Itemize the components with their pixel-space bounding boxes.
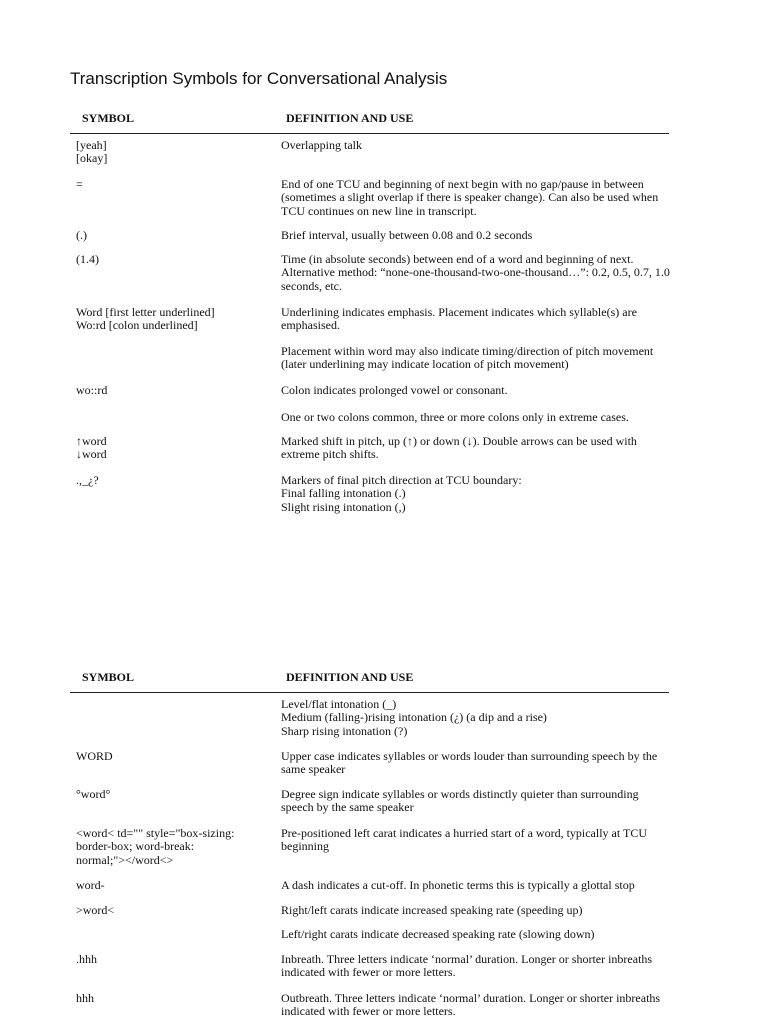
definition-text: Pre-positioned left carat indicates a hurried start of a word, typically at TCU bbox=[281, 826, 647, 840]
definition-cell bbox=[281, 306, 666, 333]
definition-cell bbox=[281, 139, 666, 152]
symbol-text: (.) bbox=[76, 228, 87, 242]
definition-cell bbox=[281, 345, 666, 372]
definition-text: indicated with fewer or more letters. bbox=[281, 1004, 456, 1019]
definition-column-header: DEFINITION AND USE bbox=[286, 111, 414, 125]
symbol-cell bbox=[76, 178, 266, 191]
symbol-column-header: SYMBOL bbox=[82, 670, 135, 684]
symbol-cell bbox=[76, 750, 266, 763]
definition-cell bbox=[281, 904, 666, 917]
definition-text: (later underlining may indicate location of pitch movement) bbox=[281, 357, 569, 372]
definition-cell bbox=[281, 827, 666, 854]
definition-text: Underlining indicates emphasis. Placement indicates which syllable(s) are bbox=[281, 305, 637, 319]
definition-text: same speaker bbox=[281, 762, 346, 777]
symbol-text: <word< td="" style="box-sizing: bbox=[76, 826, 235, 840]
definition-text: Level/flat intonation (_) bbox=[281, 697, 397, 711]
table1-header bbox=[70, 111, 669, 134]
definition-text: Medium (falling-)rising intonation (¿) (a dip and a rise) bbox=[281, 710, 547, 725]
definition-text: Marked shift in pitch, up (↑) or down (↓). Double arrows can be used with bbox=[281, 434, 637, 448]
definition-text: Colon indicates prolonged vowel or consonant. bbox=[281, 383, 508, 397]
symbol-cell bbox=[76, 904, 266, 917]
definition-text: Outbreath. Three letters indicate ‘normal’ duration. Longer or shorter inbreaths bbox=[281, 991, 661, 1005]
symbol-text: = bbox=[76, 177, 83, 191]
definition-text: Left/right carats indicate decreased speaking rate (slowing down) bbox=[281, 927, 595, 941]
definition-text: Brief interval, usually between 0.08 and 0.2 seconds bbox=[281, 228, 533, 242]
symbol-text: .hhh bbox=[76, 952, 97, 966]
definition-text: Sharp rising intonation (?) bbox=[281, 723, 408, 738]
symbol-cell bbox=[76, 788, 266, 801]
symbol-text: wo::rd bbox=[76, 383, 108, 397]
definition-cell bbox=[281, 178, 666, 218]
definition-text: Inbreath. Three letters indicate ‘normal’ duration. Longer or shorter inbreaths bbox=[281, 952, 653, 966]
symbol-cell bbox=[76, 306, 266, 333]
definition-cell bbox=[281, 928, 666, 941]
definition-cell bbox=[281, 435, 666, 462]
definition-text: seconds, etc. bbox=[281, 278, 342, 293]
document-title: Transcription Symbols for Conversational Analysis bbox=[70, 69, 448, 88]
symbol-text: Wo:rd [colon underlined] bbox=[76, 318, 198, 333]
symbol-text: (1.4) bbox=[76, 252, 99, 266]
symbol-text: Word [first letter underlined] bbox=[76, 305, 215, 319]
definition-cell bbox=[281, 879, 666, 892]
table2-header bbox=[70, 670, 669, 693]
symbol-text: ↑word bbox=[76, 434, 107, 448]
definition-text: Placement within word may also indicate timing/direction of pitch movement bbox=[281, 344, 654, 358]
definition-cell bbox=[281, 992, 666, 1019]
symbol-text: °word° bbox=[76, 787, 111, 801]
definition-text: Final falling intonation (.) bbox=[281, 486, 406, 501]
symbol-text: word- bbox=[76, 878, 105, 892]
definition-cell bbox=[281, 698, 666, 738]
definition-text: A dash indicates a cut-off. In phonetic terms this is typically a glottal stop bbox=[281, 878, 635, 892]
definition-text: Slight rising intonation (,) bbox=[281, 499, 406, 514]
symbol-cell bbox=[76, 474, 266, 487]
definition-text: extreme pitch shifts. bbox=[281, 447, 379, 462]
definition-text: emphasised. bbox=[281, 318, 340, 333]
symbol-cell bbox=[76, 229, 266, 242]
symbol-column-header: SYMBOL bbox=[82, 111, 135, 125]
definition-text: TCU continues on new line in transcript. bbox=[281, 203, 477, 218]
symbol-cell bbox=[76, 435, 266, 462]
symbol-cell bbox=[76, 253, 266, 266]
symbol-cell bbox=[76, 827, 266, 867]
symbol-text: WORD bbox=[76, 749, 113, 763]
definition-text: Upper case indicates syllables or words louder than surrounding speech by the bbox=[281, 749, 658, 763]
symbol-text: [yeah] bbox=[76, 138, 107, 152]
definition-column-header: DEFINITION AND USE bbox=[286, 670, 414, 684]
symbol-cell bbox=[76, 384, 266, 397]
symbol-cell bbox=[76, 992, 266, 1005]
symbol-text: [okay] bbox=[76, 151, 108, 166]
definition-text: indicated with fewer or more letters. bbox=[281, 965, 456, 980]
definition-cell bbox=[281, 788, 666, 815]
definition-text: Degree sign indicate syllables or words distinctly quieter than surrounding bbox=[281, 787, 639, 801]
definition-text: One or two colons common, three or more colons only in extreme cases. bbox=[281, 410, 629, 424]
definition-cell bbox=[281, 384, 666, 397]
symbol-text: normal;"></word<> bbox=[76, 852, 174, 867]
definition-text: Right/left carats indicate increased speaking rate (speeding up) bbox=[281, 903, 583, 917]
definition-cell bbox=[281, 474, 666, 514]
symbol-cell bbox=[76, 953, 266, 966]
symbol-text: ↓word bbox=[76, 447, 107, 462]
definition-cell bbox=[281, 252, 670, 293]
definition-text: Markers of final pitch direction at TCU boundary: bbox=[281, 473, 522, 487]
symbol-text: hhh bbox=[76, 991, 94, 1005]
symbol-text: border-box; word-break: bbox=[76, 839, 195, 854]
definition-text: beginning bbox=[281, 839, 329, 854]
definition-cell bbox=[281, 750, 666, 777]
symbol-text: .,_¿? bbox=[76, 473, 99, 487]
definition-text: End of one TCU and beginning of next begin with no gap/pause in between bbox=[281, 177, 644, 191]
definition-text: Alternative method: “none-one-thousand-two-one-thousand…”: 0.2, 0.5, 0.7, 1.0 bbox=[281, 265, 670, 280]
symbol-cell bbox=[76, 879, 266, 892]
definition-text: Time (in absolute seconds) between end of a word and beginning of next. bbox=[281, 252, 634, 266]
symbol-text: >word< bbox=[76, 903, 115, 917]
definition-cell bbox=[281, 953, 666, 980]
definition-text: (sometimes a slight overlap if there is speaker change). Can also be used when bbox=[281, 190, 659, 205]
definition-text: speech by the same speaker bbox=[281, 800, 414, 815]
definition-cell bbox=[281, 411, 666, 424]
symbol-cell bbox=[76, 139, 266, 166]
definition-cell bbox=[281, 229, 666, 242]
definition-text: Overlapping talk bbox=[281, 138, 362, 152]
